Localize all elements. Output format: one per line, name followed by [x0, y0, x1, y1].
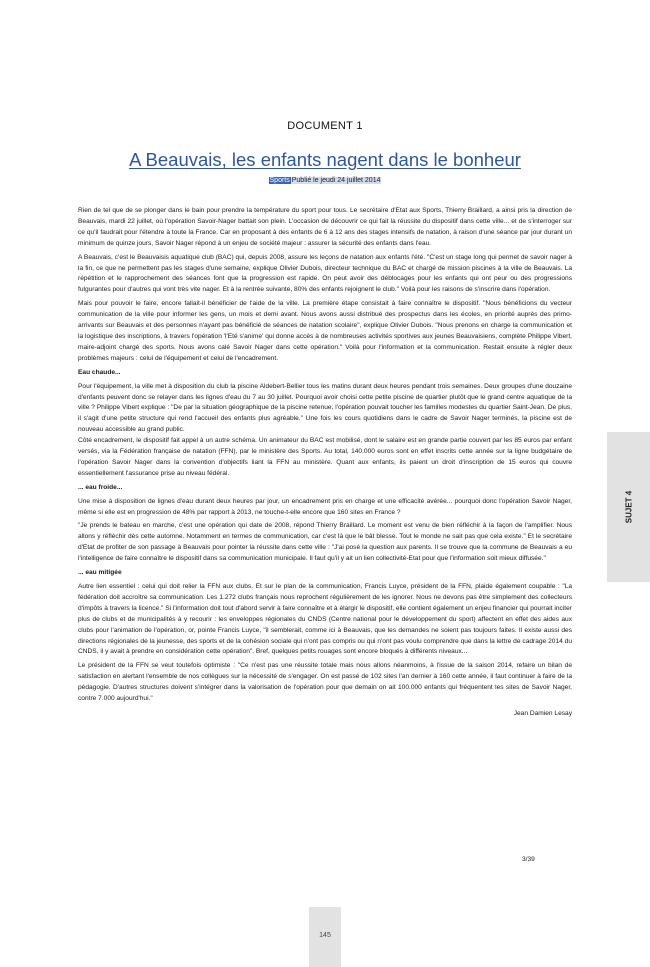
publish-date: Publié le jeudi 24 juillet 2014	[291, 177, 381, 184]
side-tab-label: SUJET 4	[624, 490, 633, 524]
paragraph: A Beauvais, c'est le Beauvaisis aquatique club (BAC) qui, depuis 2008, assure les leçons de natation aux enfants l'été. "C'est un stage long qui permet de savoir nager à la fin, ce que ne permettent pas les stages d'une semaine, explique Olivier Dubois, directeur technique du BAC et chargé de mission piscines à la ville de Beauvais. La répétition et le rapprochement des séances font que la progression est rapide. On peut avoir des déblocages pour les enfants qui ont peur ou des progressions fulgurantes pour d'autres qui vont très vite nager. Et à la rentrée suivante, 80% des enfants rejoignent le club." Voilà pour les raisons de s'inscrire dans l'opération.	[78, 253, 572, 294]
document-label: DOCUMENT 1	[287, 120, 363, 132]
footer-page-number: 145	[319, 932, 331, 939]
paragraph: Mais pour pouvoir le faire, encore fallait-il bénéficier de l'aide de la ville. La première étape consistait à faire connaître le dispositif. "Nous bénéficions du vecteur communication de la ville pour informer les gens, un mois et demi avant. Nous avons aussi distribué des prospectus dans les écoles, en priorité auprès des primo-arrivants sur Beauvais et des personnes n'ayant pas bénéficié de séances de natation scolaire", explique Olivier Dubois. "Nous prenons en charge la communication et la logistique des inscriptions, à travers l'opération 'l'Eté s'anime' qui donne accès à de nombreuses activités sportives aux jeunes Beauvaisiens, complète Philippe Vibert, maire-adjoint chargé des sports. Nous avons calé Savoir Nager dans cette opération." Voilà pour l'information et la communication. Restait ensuite à régler deux problèmes majeurs : celui de l'équipement et celui de l'encadrement.	[78, 300, 572, 362]
article-title[interactable]: A Beauvais, les enfants nagent dans le bonheur	[129, 149, 521, 170]
paragraph: Pour l'équipement, la ville met à disposition du club la piscine Aldebert-Bellier tous les matins durant deux heures pendant trois semaines. Deux groupes d'une douzaine d'enfants peuvent donc se relayer dans les lignes d'eau du 7 au 30 juillet. Pourquoi avoir choisi cette petite piscine de quartier plutôt que le grand centre aquatique de la ville ? Philippe Vibert explique : "De par la situation géographique de la piscine retenue, l'opération pouvait toucher les familles modestes du quartier Saint-Jean. De plus, il s'agit d'une petite structure qui rend l'accueil des enfants plus agréable." Une fois les cours quotidiens dans le cadre de Savoir Nager terminés, la piscine est de nouveau accessible au grand public.	[78, 382, 572, 434]
category-tag[interactable]: Sports	[269, 177, 290, 184]
article-meta	[0, 177, 650, 184]
section-heading: Eau chaude...	[78, 368, 121, 376]
paragraph: Une mise à disposition de lignes d'eau durant deux heures par jour, un encadrement pris en charge et une efficacité avérée... pourquoi donc l'opération Savoir Nager, même si elle est en progression de 48% par rapport à 2013, ne touche-t-elle encore que 160 sites en France ?	[78, 497, 572, 516]
author-signature: Jean Damien Lesay	[513, 709, 572, 717]
section-heading: ... eau mitigée	[78, 569, 122, 577]
section-heading: ... eau froide...	[78, 483, 123, 491]
paragraph: Côté encadrement, le dispositif fait appel à un autre schéma. Un animateur du BAC est mobilisé, dont le salaire est en grande partie couvert par les 85 euros par enfant versés, via la Fédération française de natation (FFN), par le ministère des Sports. Au total, 140.000 euros sont en effet inscrits cette année sur la ligne budgétaire de l'opération Savoir Nager dans la convention d'objectifs liant la FFN au ministère. Quant aux enfants, ils paient un droit d'inscription de 15 euros qui couvre essentiellement l'assurance prise au niveau fédéral.	[78, 437, 572, 477]
side-tab	[607, 432, 650, 582]
paragraph: "Je prends le bateau en marche, c'est une opération qui date de 2008, répond Thierry Braillard. Le moment est venu de bien réfléchir à la façon de l'amplifier. Nous allons y réfléchir dès cette automne. Notamment en termes de communication, car c'est là que le bât blesse. Tout le monde ne sait pas que cela existe." Et le secrétaire d'Etat de profiter de son passage à Beauvais pour pointer la réussite dans cette ville : "J'ai posé la question aux parents. Il se trouve que la commune de Beauvais a eu l'intelligence de faire connaître le dispositif dans sa communication municipale. Il faut qu'il y ait un lien collectivité-Etat pour que l'information soit mieux diffusée."	[78, 522, 572, 563]
footer-tab	[309, 907, 341, 967]
paragraph: Rien de tel que de se plonger dans le bain pour prendre la température du sport pour tous. Le secrétaire d'Etat aux Sports, Thierry Braillard, a ainsi pris la direction de Beauvais, mardi 22 juillet, où l'opération Savoir-Nager battait son plein. L'occasion de découvrir ce qui fait la réussite du dispositif dans cette ville... et de s'interroger sur ce qu'il faudrait pour l'étendre à toute la France. Car en proposant à des enfants de 6 à 12 ans des stages intensifs de natation, à raison d'une séance par jour durant un minimum de quinze jours, Savoir Nager répond à un enjeu de société majeur : assurer la sécurité des enfants dans l'eau.	[78, 207, 572, 247]
paragraph: Le président de la FFN se veut toutefois optimiste : "Ce n'est pas une réussite totale mais nous allons néanmoins, à l'issue de la saison 2014, refaire un bilan de satisfaction en alertant l'ensemble de nos collègues sur la nécessité de s'engager. On est passé de 102 sites l'an dernier à 160 cette année, il faut continuer à faire de la pédagogie. D'autres structures doivent s'intégrer dans la valorisation de l'opération pour que demain on ait 100.000 enfants qui fréquentent les sites de Savoir Nager, contre 7.000 aujourd'hui."	[78, 662, 572, 703]
paragraph: Autre lien essentiel : celui qui doit relier la FFN aux clubs. Et sur le plan de la communication, Francis Luyce, président de la FFN, plaide également coupable : "La fédération doit accroître sa communication. Les 1.272 clubs français nous reprochent régulièrement de les ignorer. Nous ne devons pas être simplement des collecteurs d'impôts à travers la licence." Si l'information doit tout d'abord servir à faire connaître et à élargir le dispositif, elle contient également un enjeu financier qui pourrait inciter plus de clubs et de municipalités à y recourir : les enveloppes régionales du CNDS (Centre national pour le développement du sport) affectent en effet des aides aux clubs pour l'animation de l'opération, or, pointe Francis Luyce, "il semblerait, comme ici à Beauvais, que les demandes ne soient pas toujours faites. Il existe aussi des directions régionales de la jeunesse, des sports et de la cohésion sociale qui n'ont pas compris ou qui n'ont pas voulu comprendre que dans la lettre de cadrage 2014 du CNDS, il y avait à prendre en considération cette opération". Bref, quelques petits rouages sont encore bloqués à différents niveaux...	[78, 583, 572, 656]
article-body	[78, 206, 572, 720]
page-number: 3/39	[522, 856, 535, 863]
